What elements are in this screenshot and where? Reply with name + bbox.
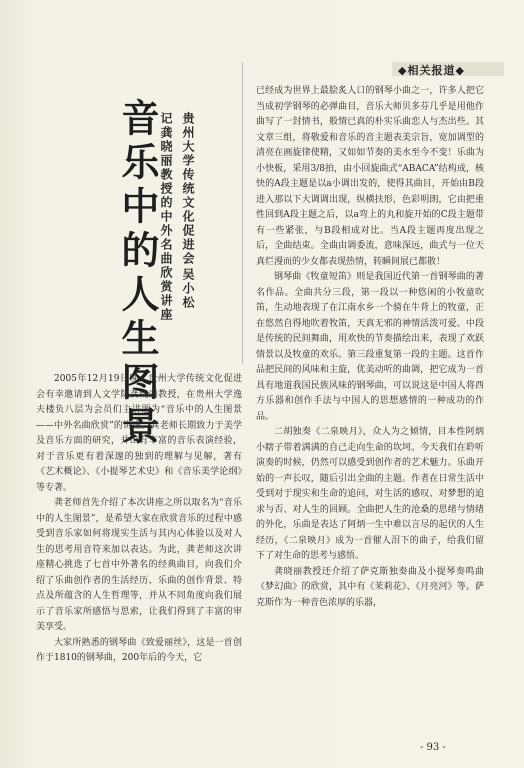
author-name: 吴小松 <box>181 268 195 310</box>
paragraph: 龚老师首先介绍了本次讲座之所以取名为“音乐中的人生图景”，是希望大家在欣赏音乐的过程中感受到音乐家如何将现实生活与其内心体验以及对人生的思考用音符来加以表达。为此，龚老师这次讲座精心挑选了七首中外著名的经典曲目，向我们介绍了乐曲创作者的生活经历、乐曲的创作背景、特点及所蕴含的人生哲理等，并从不同角度向我们展示了音乐家所感悟与思索，让我们得到了丰富的审美享受。 <box>36 498 242 632</box>
paragraph: 2005年12月19日晚，贵州大学传统文化促进会有幸邀请到人文学院龚晓丽教授，在贵州大学逸夫楼负八层为会员们主讲题为“音乐中的人生图景——中外名曲欣赏”的讲座。龚老师长期致力于美学及音乐方面的研究，并出有丰富的音乐表演经验，对于音乐更有着深邃的独到的理解与见解，著有《艺术概论》、《小提琴艺术史》和《音乐美学论纲》等专著。 <box>36 374 242 493</box>
paragraph: 龚晓丽教授还介绍了萨克斯独奏曲及小提琴奏鸣曲《梦幻曲》的欣赏，其中有《茉莉花》、《月亮河》等。萨克斯作为一种音色浓厚的乐器， <box>256 566 484 608</box>
article-subtitle: 记龚晓丽教授的中外名曲欣赏讲座 <box>159 112 173 322</box>
paragraph: 已经成为世界上最脍炙人口的钢琴小曲之一，许多人把它当成初学钢琴的必弹曲目，音乐大师贝多芬几乎是用他作曲写了一封情书，般情已真的朴实乐曲恋人与杰出些。其文章三组，将敬爱和音乐的音主题表美宗旨，宽加调型的清亮在画旋律使精，又如如节奏的美水至今不变！乐曲为小快板，采用3/8拍，由小回旋曲式“ABACA”结构成，核快的A段主题是以a小调出发的，使得其曲目，开始由B段进入那以下大调调出现，纵横扶形，色彩明朗，它由把重性回到A段主题之后，以a弯上的丸和旋开始的C段主题带有一些紧张，与B段相成对比。当A段主题再度出现之后，全曲结束。全曲由调委流，意味深远，曲式与一位天真烂漫而的少女都表现热情，转瞬间展已都散！ <box>256 86 484 267</box>
paragraph: 二胡独奏《二泉映月》，众人为之倾情，目本性阿炳小瞎子带着满满的自己走向生命的坎坷。今天我们在聆听演奏的时候，仍然可以感受到创作者的艺术魅力。乐曲开始的一声长叹，随后引出全曲的主题。作者在日常生活中受到对于现实和生命的追问，对生活的感叹、对梦想的追求与否、对人生的回顾。全曲把人生的沧桑的思绪与情绪的外化，乐曲是表达了阿炳一生中难以言尽的起伏的人生经历，《二泉映月》成为一首催人泪下的曲子，给我们留下了对生命的思考与感悟。 <box>256 427 484 561</box>
right-column <box>256 84 484 611</box>
paragraph: 大家所熟悉的钢琴曲《致爱丽丝》，这是一首创作于1810的钢琴曲，200年后的今天，它 <box>36 637 242 663</box>
left-column <box>36 372 242 667</box>
page-number: - 93 - <box>420 742 446 753</box>
section-header: ◆相关报道◆ <box>398 64 465 77</box>
paragraph: 钢琴曲《牧童短笛》则是我国近代第一首钢琴曲的著名作品。全曲共分三段，第一段以一种悠闲的小牧童吹笛，生动地表现了在江南水乡一个骑在牛背上的牧童，正在悠然自得地吹着牧笛，天真无邪的神情活泼可爱。中段是传统的民间舞曲，用欢快的节奏描绘出来，表现了欢跃情景以及牧童的欢乐。第三段重复第一段的主题。这首作品把民间的风味和主旋，优美动听的曲调，把它成为一首具有地道我国民族风味的钢琴曲，可以说这是中国人将西方乐器和创作手法与中国人的思想感情的一种成功的作品。 <box>256 272 484 422</box>
author-institution: 贵州大学传统文化促进会 <box>181 112 195 266</box>
article-title: 音乐中的人生图景 <box>115 98 160 450</box>
